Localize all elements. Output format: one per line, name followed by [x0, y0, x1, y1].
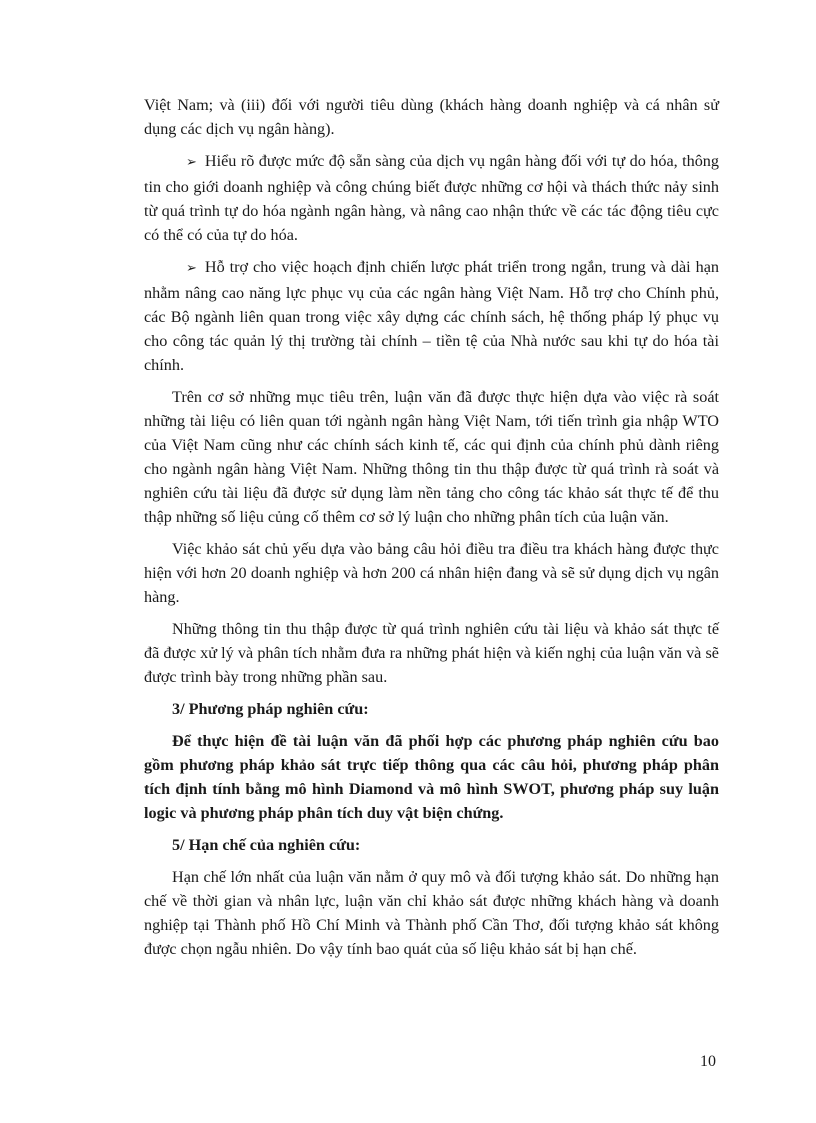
- body-paragraph: Việc khảo sát chủ yếu dựa vào bảng câu hỏi điều tra điều tra khách hàng được thực hiện với hơn 20 doanh nghiệp và hơn 200 cá nhân hiện đang và sẽ sử dụng dịch vụ ngân hàng.: [144, 540, 719, 606]
- bullet-text: Hỗ trợ cho việc hoạch định chiến lược phát triển trong ngắn, trung và dài hạn nhằm nâng cao năng lực phục vụ của các ngân hàng Việt Nam. Hỗ trợ cho Chính phủ, các Bộ ngành liên quan trong việc xây dựng các chính sách, hệ thống pháp lý phục vụ cho công tác quản lý thị trường tài chính – tiền tệ của Nhà nước sau khi tự do hóa tài chính.: [144, 258, 719, 374]
- bullet-text: Hiểu rõ được mức độ sẵn sàng của dịch vụ ngân hàng đối với tự do hóa, thông tin cho giới doanh nghiệp và công chúng biết được những cơ hội và thách thức nảy sinh từ quá trình tự do hóa ngành ngân hàng, và nâng cao nhận thức về các tác động tiêu cực có thể có của tự do hóa.: [144, 152, 719, 244]
- bullet-item: [144, 149, 719, 247]
- page-body: [144, 93, 719, 961]
- arrow-bullet-icon: ➢: [186, 155, 197, 170]
- section-heading-limitations: 5/ Hạn chế của nghiên cứu:: [172, 836, 361, 854]
- section-heading-methods: 3/ Phương pháp nghiên cứu:: [172, 700, 369, 718]
- page-number: 10: [700, 1053, 716, 1070]
- continuation-paragraph: Việt Nam; và (iii) đối với người tiêu dùng (khách hàng doanh nghiệp và cá nhân sử dụng các dịch vụ ngân hàng).: [144, 96, 719, 138]
- limitations-paragraph: Hạn chế lớn nhất của luận văn nằm ở quy mô và đối tượng khảo sát. Do những hạn chế về thời gian và nhân lực, luận văn chỉ khảo sát được những khách hàng và doanh nghiệp tại Thành phố Hồ Chí Minh và Thành phố Cần Thơ, đối tượng khảo sát không được chọn ngẫu nhiên. Do vậy tính bao quát của số liệu khảo sát bị hạn chế.: [144, 868, 719, 958]
- methods-paragraph: Để thực hiện đề tài luận văn đã phối hợp các phương pháp nghiên cứu bao gồm phương pháp khảo sát trực tiếp thông qua các câu hỏi, phương pháp phân tích định tính bằng mô hình Diamond và mô hình SWOT, phương pháp suy luận logic và phương pháp phân tích duy vật biện chứng.: [144, 732, 719, 822]
- body-paragraph: Những thông tin thu thập được từ quá trình nghiên cứu tài liệu và khảo sát thực tế đã được xử lý và phân tích nhằm đưa ra những phát hiện và kiến nghị của luận văn và sẽ được trình bày trong những phần sau.: [144, 620, 719, 686]
- body-paragraph: Trên cơ sở những mục tiêu trên, luận văn đã được thực hiện dựa vào việc rà soát những tài liệu có liên quan tới ngành ngân hàng Việt Nam, tới tiến trình gia nhập WTO của Việt Nam cũng như các chính sách kinh tế, các qui định của chính phủ dành riêng cho ngành ngân hàng Việt Nam. Những thông tin thu thập được từ quá trình rà soát và nghiên cứu tài liệu đã được sử dụng làm nền tảng cho công tác khảo sát thực tế để thu thập những số liệu củng cố thêm cơ sở lý luận cho những phân tích của luận văn.: [144, 388, 719, 526]
- bullet-item: [144, 255, 719, 377]
- arrow-bullet-icon: ➢: [186, 261, 197, 276]
